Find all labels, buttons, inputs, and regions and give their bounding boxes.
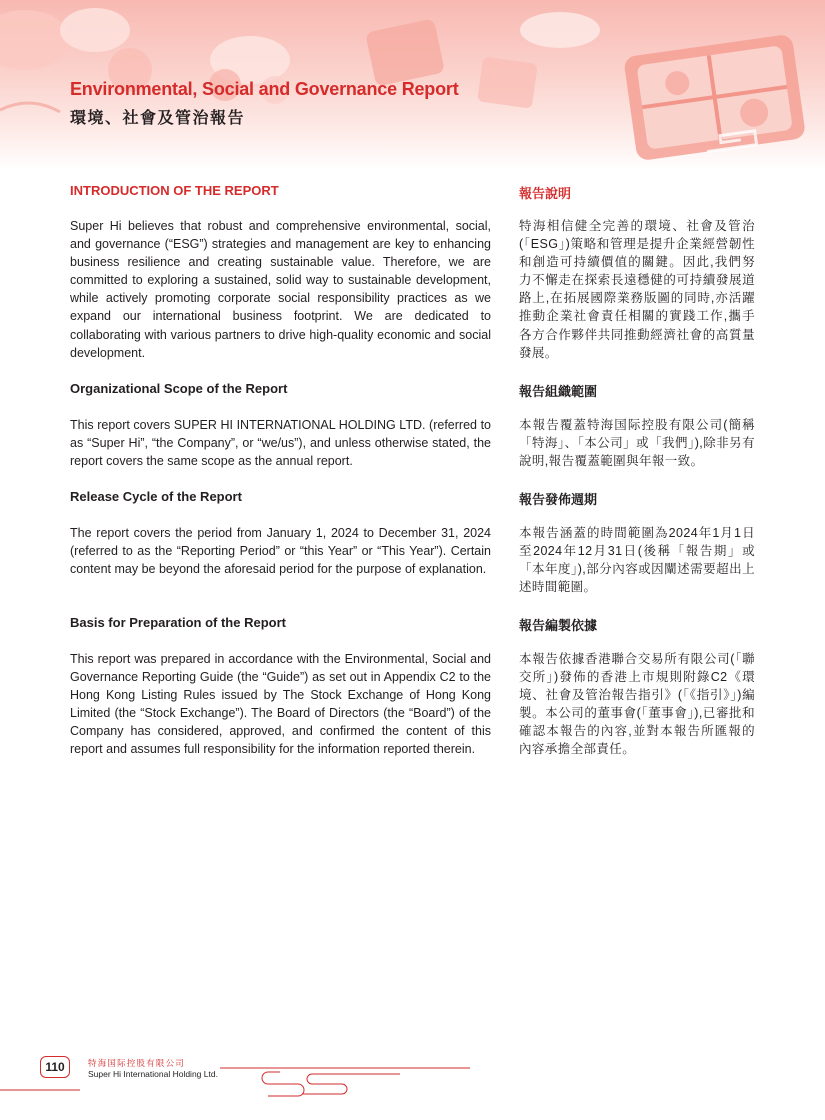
intro-section-zh — [519, 183, 755, 202]
basis-body-en-wrap — [70, 650, 491, 759]
basis-paragraph-chinese: 本報告依據香港聯合交易所有限公司(「聯交所」)發佈的香港上市規則附錄C2《環境、社會及管治報告指引》(「《指引》」)編製。本公司的董事會(「董事會」),已審批和確認本報告的內容,並對本報告所匯報的內容承擔全部責任。 — [519, 652, 755, 757]
company-name: Super Hi International Holding Ltd. — [88, 1069, 218, 1079]
intro-paragraph-chinese: 特海相信健全完善的環境、社會及管治(「ESG」)策略和管理是提升企業經營韌性和創造可持續價值的關鍵。因此,我們努力不懈走在探索長遠穩健的可持續發展道路上,在拓展國際業務版圖的同時,亦活躍推動企業社會責任相關的實踐工作,攜手各方合作夥伴共同推動經濟社會的高質量發展。 — [519, 219, 755, 360]
basis-body-zh-wrap — [519, 650, 755, 759]
release-paragraph: The report covers the period from January 1, 2024 to December 31, 2024 (referred to as the “Reporting Period” or “this Year” or “This Year”). Certain content may be beyond the aforesaid period for the purpose of explanation. — [70, 526, 491, 577]
scope-body-zh-wrap — [519, 416, 755, 470]
release-heading-en-wrap — [70, 489, 491, 504]
page-title-chinese: 環境、社會及管治報告 — [70, 110, 246, 127]
release-paragraph-chinese: 本報告涵蓋的時間範圍為2024年1月1日至2024年12月31日(後稱「報告期」或「本年度」),部分內容或因闡述需要超出上述時間範圍。 — [519, 526, 755, 595]
release-body-zh-wrap — [519, 524, 755, 596]
intro-body-zh-wrap — [519, 217, 755, 362]
basis-heading-zh-wrap — [519, 615, 755, 634]
page-title: Environmental, Social and Governance Report — [70, 79, 459, 99]
page-number: 110 — [40, 1056, 70, 1078]
intro-section-en — [70, 183, 491, 198]
subheading-chinese: 報告組織範圍 — [519, 384, 598, 399]
section-heading-chinese: 報告說明 — [519, 186, 572, 201]
subheading: Organizational Scope of the Report — [70, 381, 288, 396]
subheading: Release Cycle of the Report — [70, 489, 242, 504]
basis-paragraph: This report was prepared in accordance with the Environmental, Social and Governance Reporting Guide (the “Guide”) as set out in Appendix C2 to the Hong Kong Listing Rules issued by The Stock Exchange of Hong Kong Limited (the “Stock Exchange”). The Board of Directors (the “Board”) of the Company has considered, approved, and confirmed the content of this report and assumes full responsibility for the information reported therein. — [70, 652, 491, 757]
scope-heading-en-wrap — [70, 381, 491, 396]
company-name-chinese: 特海国际控股有限公司 — [88, 1058, 186, 1068]
section-heading: INTRODUCTION OF THE REPORT — [70, 183, 279, 198]
subheading-chinese: 報告編製依據 — [519, 618, 598, 633]
release-body-en-wrap — [70, 524, 491, 578]
scope-paragraph: This report covers SUPER HI INTERNATIONAL HOLDING LTD. (referred to as “Super Hi”, “the Company”, or “we/us”), and unless otherwise stated, the report covers the same scope as the annual report. — [70, 418, 491, 469]
subheading: Basis for Preparation of the Report — [70, 615, 286, 630]
subheading-chinese: 報告發佈週期 — [519, 492, 598, 507]
basis-heading-en-wrap — [70, 615, 491, 630]
intro-body-en-wrap — [70, 217, 491, 362]
intro-paragraph: Super Hi believes that robust and comprehensive environmental, social, and governance (“ESG”) strategies and management are key to enhancing business resilience and creating sustainable value. Therefore, we are committed to exploring a sustained, solid way to sustainable development, while actively promoting corporate social responsibility practices as we expand our international business footprint. We are dedicated to collaborating with various partners to drive high-quality economic and social development. — [70, 219, 491, 360]
scope-body-en-wrap — [70, 416, 491, 470]
scope-paragraph-chinese: 本報告覆蓋特海国际控股有限公司(簡稱「特海」、「本公司」或「我們」),除非另有說明,報告覆蓋範圍與年報一致。 — [519, 418, 755, 469]
scope-heading-zh-wrap — [519, 381, 755, 400]
release-heading-zh-wrap — [519, 489, 755, 508]
